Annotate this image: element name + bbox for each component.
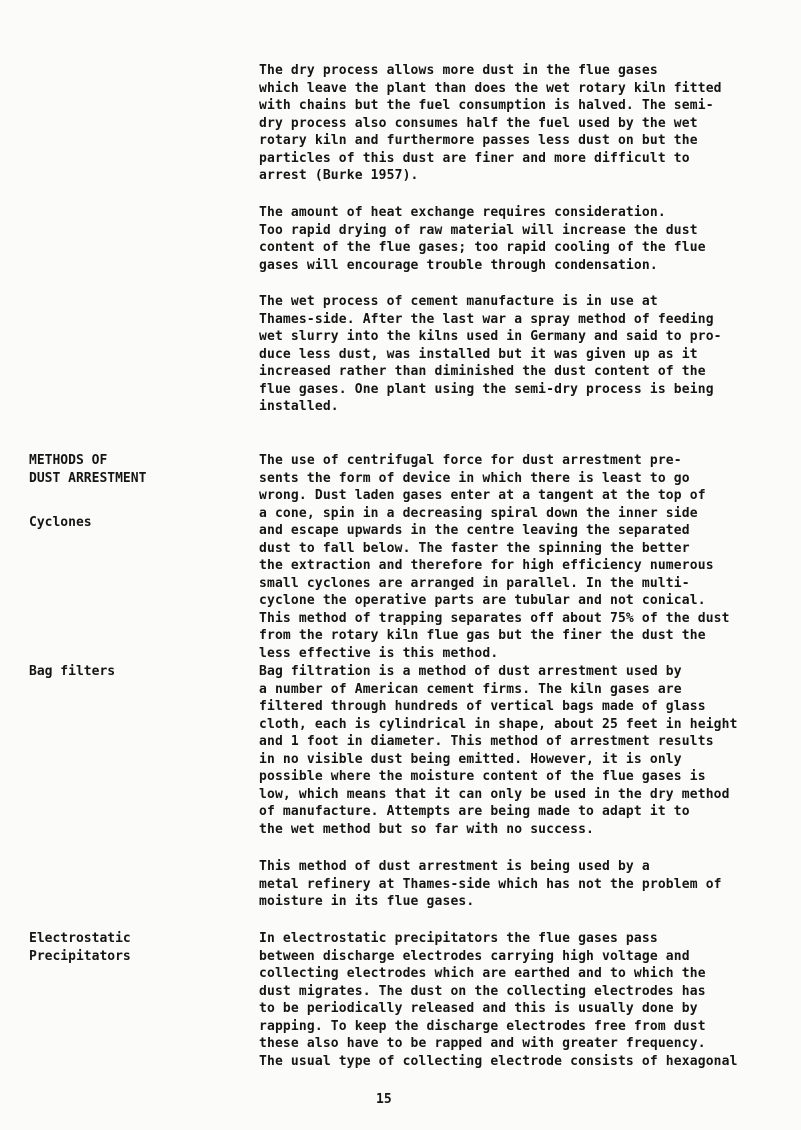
paragraph-dry-process: The dry process allows more dust in the flue gases which leave the plant than does the wet rotary kiln fitted with chains but the fuel consumption is halved. The semi- dry process also consumes half the fuel used by the wet rotary kiln and furthermore passes less dust on but the particles of this dust are finer and more difficult to arrest (Burke 1957). [259,63,722,183]
paragraph-electrostatic: In electrostatic precipitators the flue gases pass between discharge electrodes carrying high voltage and collecting electrodes which are earthed and to which the dust migrates. The dust on the collecting electrodes has to be periodically released and this is usually done by rapping. To keep the discharge electrodes free from dust these also have to be rapped and with greater frequency. The usual type of collecting electrode consists of hexagonal [259,931,738,1069]
paragraph-cyclones: The use of centrifugal force for dust arrestment pre- sents the form of device in which there is least to go wrong. Dust laden gases enter at a tangent at the top of a cone, spin in a decreasing spiral down the inner side and escape upwards in the centre leaving the separated dust to fall below. The faster the spinning the better the extraction and therefore for high efficiency numerous small cyclones are arranged in parallel. In the multi- cyclone the operative parts are tubular and not conical. This method of trapping separates off about 75% of the dust from the rotary kiln flue gas but the finer the dust the less effective is this method. [259,453,730,661]
heading-bag-filters: Bag filters [29,664,116,679]
paragraph-bag-filters: Bag filtration is a method of dust arrestment used by a number of American cement firms. The kiln gases are filtered through hundreds of vertical bags made of glass cloth, each is cylindrical in shape, about 25 feet in height and 1 foot in diameter. This method of arrestment results in no visible dust being emitted. However, it is only possible where the moisture content of the flue gases is low, which means that it can only be used in the dry method of manufacture. Attempts are being made to adapt it to the wet method but so far with no success. [259,664,738,837]
page-number: 15 [376,1092,392,1107]
paragraph-wet-process: The wet process of cement manufacture is in use at Thames-side. After the last war a spray method of feeding wet slurry into the kilns used in Germany and said to pro- duce less dust, was installed but it was given up as it increased rather than diminished the dust content of the flue gases. One plant using the semi-dry process is being installed. [259,294,722,414]
heading-cyclones: Cyclones [29,515,92,530]
paragraph-metal-refinery: This method of dust arrestment is being used by a metal refinery at Thames-side which has not the problem of moisture in its flue gases. [259,859,722,909]
paragraph-heat-exchange: The amount of heat exchange requires consideration. Too rapid drying of raw material will increase the dust content of the flue gases; too rapid cooling of the flue gases will encourage trouble through condensation. [259,205,706,273]
heading-electrostatic-precipitators: Electrostatic Precipitators [29,931,131,964]
heading-methods-of-dust-arrestment: METHODS OF DUST ARRESTMENT [29,453,147,486]
